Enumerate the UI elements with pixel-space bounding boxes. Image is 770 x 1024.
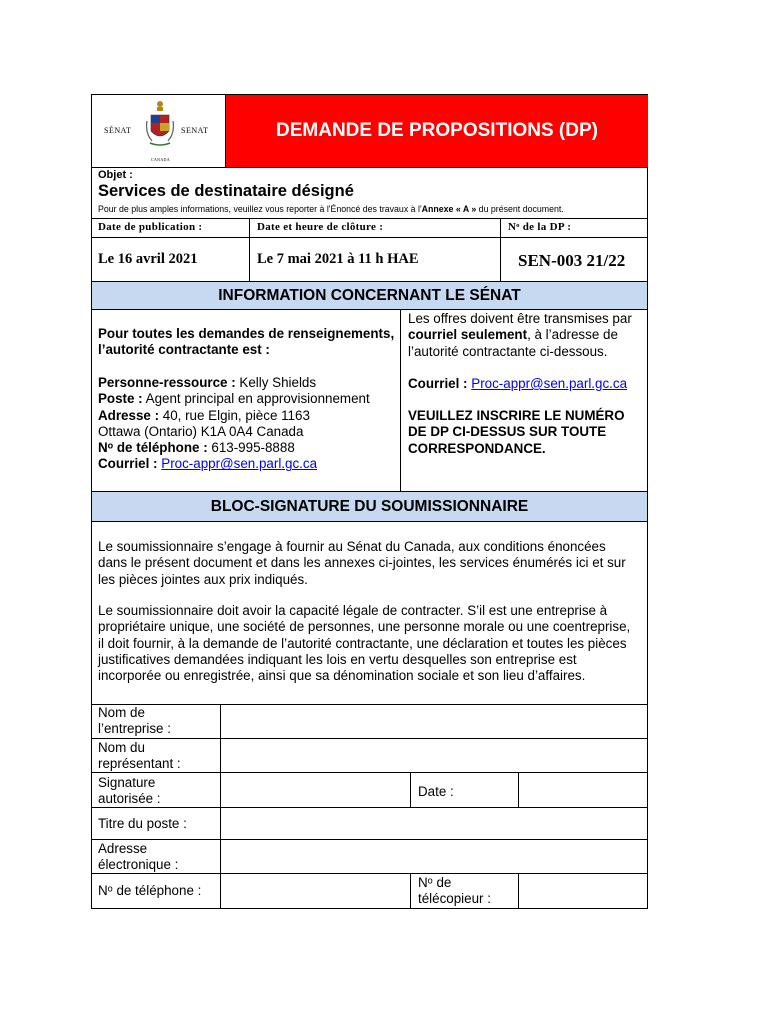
- info-heading: INFORMATION CONCERNANT LE SÉNAT: [218, 287, 521, 304]
- contact-email: Courriel : Proc-appr@sen.parl.gc.ca: [98, 456, 318, 472]
- info-notice: VEUILLEZ INSCRIRE LE NUMÉRO DE DP CI-DESSUS SUR TOUTE CORRESPONDANCE.: [408, 408, 625, 456]
- title-banner: [226, 95, 648, 167]
- objet-label: Objet :: [98, 169, 133, 181]
- info-left-intro: Pour toutes les demandes de renseignements, l’autorité contractante est :: [98, 326, 395, 358]
- logo-text-right: SENAT: [181, 126, 209, 135]
- info-header-bar: [92, 282, 647, 309]
- company-name-label: Nom de l’entreprise :: [98, 705, 171, 737]
- info-right-intro: Les offres doivent être transmises par courriel seulement, à l’adresse de l’autorité contractante ci-dessous.: [408, 311, 632, 359]
- publication-date-value: Le 16 avril 2021: [98, 251, 198, 267]
- fax-field[interactable]: [519, 874, 647, 909]
- signature-header-bar: [92, 492, 647, 521]
- contact-person: Personne-ressource : Kelly Shields: [98, 375, 317, 390]
- fax-label: Nᵒ de télécopieur :: [418, 875, 491, 907]
- objet-note: Pour de plus amples informations, veuillez vous reporter à l'Énoncé des travaux à l'Annexe « A » du présent document.: [98, 204, 564, 214]
- signature-heading: BLOC-SIGNATURE DU SOUMISSIONNAIRE: [210, 498, 529, 515]
- senate-logo: [92, 95, 225, 167]
- objet-title: Services de destinataire désigné: [98, 182, 354, 200]
- representative-name-label: Nom du représentant :: [98, 740, 181, 772]
- contact-address-line2: Ottawa (Ontario) K1A 0A4 Canada: [98, 423, 304, 439]
- signature-field[interactable]: [221, 773, 410, 807]
- signature-label: Signature autorisée :: [98, 775, 161, 807]
- publication-date-label: Date de publication :: [98, 221, 203, 233]
- closing-date-label: Date et heure de clôture :: [257, 221, 384, 233]
- date-field[interactable]: [519, 773, 647, 807]
- contact-phone: Nᵒ de téléphone : 613-995-8888: [98, 440, 295, 456]
- phone-label: Nᵒ de téléphone :: [98, 883, 202, 898]
- page-title: DEMANDE DE PROPOSITIONS (DP): [276, 120, 598, 141]
- company-name-field[interactable]: [221, 705, 647, 738]
- job-title-label: Titre du poste :: [98, 816, 187, 831]
- closing-date-value: Le 7 mai 2021 à 11 h HAE: [257, 251, 419, 267]
- email-label: Adresse électronique :: [98, 841, 179, 873]
- contact-email-link[interactable]: Proc-appr@sen.parl.gc.ca: [161, 456, 318, 472]
- date-label: Date :: [418, 784, 454, 799]
- representative-name-field[interactable]: [221, 739, 647, 772]
- contact-address: Adresse : 40, rue Elgin, pièce 1163: [98, 407, 310, 423]
- dp-number-label: Nᵒ de la DP :: [508, 221, 572, 233]
- rfp-form: [91, 94, 648, 909]
- job-title-field[interactable]: [221, 808, 647, 839]
- logo-text-left: SÉNAT: [104, 126, 132, 135]
- contact-position: Poste : Agent principal en approvisionnement: [98, 391, 370, 407]
- info-contact-block: [98, 375, 398, 473]
- dp-number-value: SEN-003 21/22: [518, 251, 626, 270]
- submission-email-link[interactable]: Proc-appr@sen.parl.gc.ca: [471, 376, 628, 391]
- logo-text-bottom: CANADA: [151, 157, 170, 162]
- phone-field[interactable]: [221, 874, 410, 909]
- signature-para-2: Le soumissionnaire doit avoir la capacité légale de contracter. S’il est une entreprise à propriétaire unique, une société de personnes, une personne morale ou une coentreprise, il doit fournir, à la demande de l’autorité contractante, une déclaration et toutes les pièces justificatives demandées indiquant les lois en vertu desquelles son entreprise est incorporée ou enregistrée, ainsi que sa dénomination sociale et son lieu d’affaires.: [98, 603, 631, 684]
- info-right-email: Courriel : Proc-appr@sen.parl.gc.ca: [408, 376, 628, 391]
- signature-para-1: Le soumissionnaire s’engage à fournir au Sénat du Canada, aux conditions énoncées dans le présent document et dans les annexes ci-jointes, les services énumérés ici et sur les pièces jointes aux prix indiqués.: [98, 539, 626, 587]
- coat-of-arms-icon: [145, 99, 175, 157]
- email-field[interactable]: [221, 840, 647, 873]
